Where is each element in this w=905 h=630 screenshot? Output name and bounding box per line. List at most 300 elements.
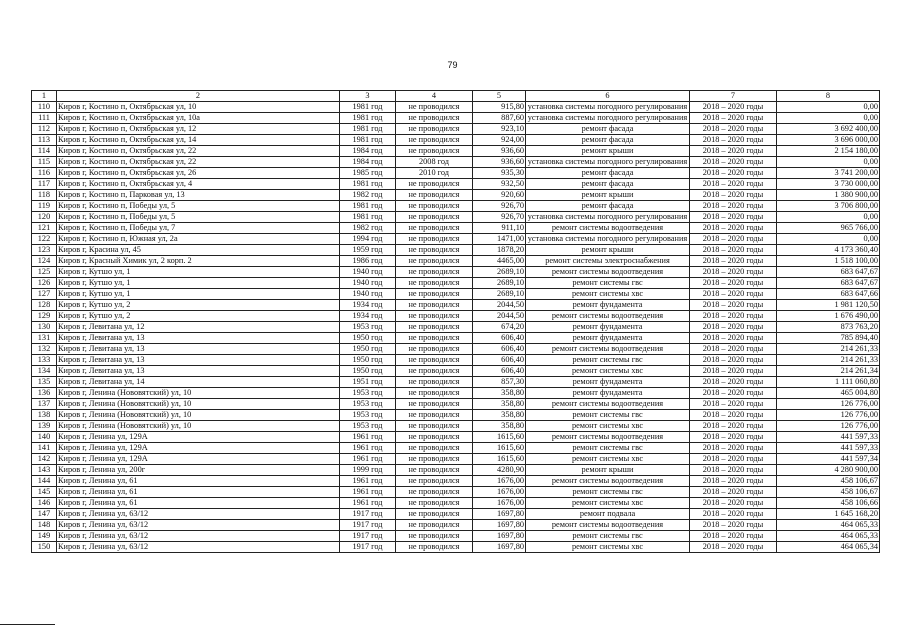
work-type-cell: установка системы погодного регулирования: [526, 234, 690, 245]
table-row: [32, 212, 880, 223]
row-number: 111: [32, 113, 57, 124]
area-cell: 924,00: [473, 135, 526, 146]
row-number: 124: [32, 256, 57, 267]
last-repair-cell: не проводился: [396, 223, 473, 234]
area-cell: 1697,80: [473, 509, 526, 520]
area-cell: 1615,60: [473, 454, 526, 465]
last-repair-cell: не проводился: [396, 135, 473, 146]
row-number: 119: [32, 201, 57, 212]
work-type-cell: установка системы погодного регулирования: [526, 212, 690, 223]
cost-cell: 4 280 900,00: [777, 465, 880, 476]
address-cell: Киров г, Ленина (Нововятский) ул, 10: [57, 388, 340, 399]
build-year-cell: 1950 год: [340, 355, 396, 366]
area-cell: 935,30: [473, 168, 526, 179]
work-type-cell: установка системы погодного регулирования: [526, 102, 690, 113]
address-cell: Киров г, Ленина ул, 129А: [57, 432, 340, 443]
period-cell: 2018 – 2020 годы: [690, 102, 777, 113]
table-row: [32, 454, 880, 465]
build-year-cell: 1953 год: [340, 399, 396, 410]
work-type-cell: ремонт системы гвс: [526, 531, 690, 542]
address-cell: Киров г, Левитана ул, 13: [57, 344, 340, 355]
column-header: 8: [777, 91, 880, 102]
address-cell: Киров г, Кутшо ул, 2: [57, 300, 340, 311]
cost-cell: 1 676 490,00: [777, 311, 880, 322]
cost-cell: 785 894,40: [777, 333, 880, 344]
last-repair-cell: не проводился: [396, 212, 473, 223]
address-cell: Киров г, Ленина ул, 61: [57, 476, 340, 487]
table-row: [32, 267, 880, 278]
work-type-cell: ремонт системы водоотведения: [526, 399, 690, 410]
row-number: 143: [32, 465, 57, 476]
cost-cell: 458 106,67: [777, 476, 880, 487]
last-repair-cell: не проводился: [396, 146, 473, 157]
cost-cell: 1 981 120,50: [777, 300, 880, 311]
table-row: [32, 542, 880, 553]
last-repair-cell: не проводился: [396, 102, 473, 113]
work-type-cell: ремонт системы гвс: [526, 355, 690, 366]
cost-cell: 214 261,33: [777, 355, 880, 366]
work-type-cell: ремонт фундамента: [526, 322, 690, 333]
work-type-cell: ремонт крыши: [526, 190, 690, 201]
table-row: [32, 476, 880, 487]
cost-cell: 4 173 360,40: [777, 245, 880, 256]
cost-cell: 464 065,34: [777, 542, 880, 553]
page-number: 79: [447, 60, 458, 70]
last-repair-cell: не проводился: [396, 443, 473, 454]
period-cell: 2018 – 2020 годы: [690, 223, 777, 234]
row-number: 147: [32, 509, 57, 520]
column-header: 7: [690, 91, 777, 102]
work-type-cell: ремонт системы хвс: [526, 498, 690, 509]
cost-cell: 873 763,20: [777, 322, 880, 333]
work-type-cell: установка системы погодного регулирования: [526, 113, 690, 124]
work-type-cell: ремонт системы хвс: [526, 421, 690, 432]
cost-cell: 0,00: [777, 212, 880, 223]
address-cell: Киров г, Красный Химик ул, 2 корп. 2: [57, 256, 340, 267]
work-type-cell: ремонт фасада: [526, 201, 690, 212]
area-cell: 4465,00: [473, 256, 526, 267]
last-repair-cell: 2008 год: [396, 157, 473, 168]
row-number: 113: [32, 135, 57, 146]
build-year-cell: 1934 год: [340, 311, 396, 322]
last-repair-cell: не проводился: [396, 520, 473, 531]
last-repair-cell: не проводился: [396, 300, 473, 311]
row-number: 144: [32, 476, 57, 487]
address-cell: Киров г, Костино п, Победы ул, 5: [57, 212, 340, 223]
cost-cell: 126 776,00: [777, 410, 880, 421]
area-cell: 1697,80: [473, 542, 526, 553]
build-year-cell: 1959 год: [340, 245, 396, 256]
cost-cell: 0,00: [777, 157, 880, 168]
last-repair-cell: 2010 год: [396, 168, 473, 179]
cost-cell: 1 380 900,00: [777, 190, 880, 201]
work-type-cell: ремонт системы хвс: [526, 454, 690, 465]
row-number: 117: [32, 179, 57, 190]
cost-cell: 0,00: [777, 234, 880, 245]
work-type-cell: ремонт системы водоотведения: [526, 520, 690, 531]
table-row: [32, 322, 880, 333]
last-repair-cell: не проводился: [396, 476, 473, 487]
row-number: 114: [32, 146, 57, 157]
cost-cell: 464 065,33: [777, 531, 880, 542]
address-cell: Киров г, Кутшо ул, 1: [57, 267, 340, 278]
last-repair-cell: не проводился: [396, 410, 473, 421]
period-cell: 2018 – 2020 годы: [690, 311, 777, 322]
last-repair-cell: не проводился: [396, 542, 473, 553]
area-cell: 932,50: [473, 179, 526, 190]
cost-cell: 1 645 168,20: [777, 509, 880, 520]
area-cell: 2689,10: [473, 278, 526, 289]
period-cell: 2018 – 2020 годы: [690, 179, 777, 190]
build-year-cell: 1953 год: [340, 322, 396, 333]
table-row: [32, 344, 880, 355]
last-repair-cell: не проводился: [396, 124, 473, 135]
period-cell: 2018 – 2020 годы: [690, 509, 777, 520]
area-cell: 857,30: [473, 377, 526, 388]
column-header: 2: [57, 91, 340, 102]
table-row: [32, 245, 880, 256]
cost-cell: 1 111 060,80: [777, 377, 880, 388]
last-repair-cell: не проводился: [396, 399, 473, 410]
column-header: 3: [340, 91, 396, 102]
table-row: [32, 179, 880, 190]
address-cell: Киров г, Ленина ул, 63/12: [57, 531, 340, 542]
address-cell: Киров г, Левитана ул, 14: [57, 377, 340, 388]
last-repair-cell: не проводился: [396, 311, 473, 322]
area-cell: 1697,80: [473, 531, 526, 542]
build-year-cell: 1986 год: [340, 256, 396, 267]
table-row: [32, 443, 880, 454]
row-number: 122: [32, 234, 57, 245]
row-number: 139: [32, 421, 57, 432]
work-type-cell: ремонт крыши: [526, 245, 690, 256]
cost-cell: 3 730 000,00: [777, 179, 880, 190]
last-repair-cell: не проводился: [396, 388, 473, 399]
table-row: [32, 201, 880, 212]
address-cell: Киров г, Костино п, Октябрьская ул, 12: [57, 124, 340, 135]
table-row: [32, 388, 880, 399]
table-row: [32, 333, 880, 344]
row-number: 138: [32, 410, 57, 421]
row-number: 148: [32, 520, 57, 531]
work-type-cell: ремонт фундамента: [526, 377, 690, 388]
area-cell: 358,80: [473, 399, 526, 410]
address-cell: Киров г, Костино п, Октябрьская ул, 14: [57, 135, 340, 146]
last-repair-cell: не проводился: [396, 498, 473, 509]
address-cell: Киров г, Ленина ул, 200г: [57, 465, 340, 476]
address-cell: Киров г, Кутшо ул, 1: [57, 289, 340, 300]
table-row: [32, 135, 880, 146]
row-number: 110: [32, 102, 57, 113]
work-type-cell: ремонт подвала: [526, 509, 690, 520]
row-number: 121: [32, 223, 57, 234]
work-type-cell: ремонт системы гвс: [526, 278, 690, 289]
period-cell: 2018 – 2020 годы: [690, 278, 777, 289]
cost-cell: 1 518 100,00: [777, 256, 880, 267]
build-year-cell: 1940 год: [340, 278, 396, 289]
build-year-cell: 1994 год: [340, 234, 396, 245]
table-row: [32, 102, 880, 113]
address-cell: Киров г, Ленина ул, 63/12: [57, 520, 340, 531]
build-year-cell: 1917 год: [340, 531, 396, 542]
row-number: 118: [32, 190, 57, 201]
area-cell: 936,60: [473, 157, 526, 168]
cost-cell: 214 261,33: [777, 344, 880, 355]
address-cell: Киров г, Костино п, Победы ул, 7: [57, 223, 340, 234]
address-cell: Киров г, Кутшо ул, 1: [57, 278, 340, 289]
address-cell: Киров г, Костино п, Октябрьская ул, 10а: [57, 113, 340, 124]
last-repair-cell: не проводился: [396, 377, 473, 388]
period-cell: 2018 – 2020 годы: [690, 399, 777, 410]
table-row: [32, 223, 880, 234]
table-row: [32, 300, 880, 311]
build-year-cell: 1934 год: [340, 300, 396, 311]
table-row: [32, 432, 880, 443]
area-cell: 606,40: [473, 333, 526, 344]
work-type-cell: ремонт системы хвс: [526, 366, 690, 377]
area-cell: 2044,50: [473, 311, 526, 322]
work-type-cell: ремонт системы электроснабжения: [526, 256, 690, 267]
build-year-cell: 1961 год: [340, 498, 396, 509]
row-number: 115: [32, 157, 57, 168]
work-type-cell: ремонт системы гвс: [526, 410, 690, 421]
cost-cell: 126 776,00: [777, 421, 880, 432]
area-cell: 1676,00: [473, 476, 526, 487]
build-year-cell: 1984 год: [340, 146, 396, 157]
row-number: 123: [32, 245, 57, 256]
period-cell: 2018 – 2020 годы: [690, 289, 777, 300]
table-row: [32, 190, 880, 201]
period-cell: 2018 – 2020 годы: [690, 267, 777, 278]
build-year-cell: 1917 год: [340, 520, 396, 531]
period-cell: 2018 – 2020 годы: [690, 322, 777, 333]
cost-cell: 965 766,00: [777, 223, 880, 234]
table-row: [32, 124, 880, 135]
build-year-cell: 1950 год: [340, 366, 396, 377]
address-cell: Киров г, Костино п, Октябрьская ул, 10: [57, 102, 340, 113]
cost-cell: 0,00: [777, 102, 880, 113]
build-year-cell: 1953 год: [340, 410, 396, 421]
period-cell: 2018 – 2020 годы: [690, 476, 777, 487]
area-cell: 1615,60: [473, 443, 526, 454]
build-year-cell: 1981 год: [340, 179, 396, 190]
period-cell: 2018 – 2020 годы: [690, 201, 777, 212]
column-header: 6: [526, 91, 690, 102]
cost-cell: 214 261,34: [777, 366, 880, 377]
cost-cell: 683 647,67: [777, 267, 880, 278]
build-year-cell: 1917 год: [340, 509, 396, 520]
last-repair-cell: не проводился: [396, 278, 473, 289]
address-cell: Киров г, Ленина (Нововятский) ул, 10: [57, 421, 340, 432]
work-type-cell: ремонт фасада: [526, 168, 690, 179]
cost-cell: 441 597,33: [777, 443, 880, 454]
period-cell: 2018 – 2020 годы: [690, 113, 777, 124]
address-cell: Киров г, Ленина ул, 129А: [57, 454, 340, 465]
work-type-cell: ремонт системы водоотведения: [526, 311, 690, 322]
table-row: [32, 520, 880, 531]
table-row: [32, 311, 880, 322]
last-repair-cell: не проводился: [396, 245, 473, 256]
period-cell: 2018 – 2020 годы: [690, 355, 777, 366]
row-number: 133: [32, 355, 57, 366]
cost-cell: 2 154 180,00: [777, 146, 880, 157]
build-year-cell: 1951 год: [340, 377, 396, 388]
period-cell: 2018 – 2020 годы: [690, 377, 777, 388]
address-cell: Киров г, Костино п, Октябрьская ул, 26: [57, 168, 340, 179]
last-repair-cell: не проводился: [396, 355, 473, 366]
table-row: [32, 113, 880, 124]
last-repair-cell: не проводился: [396, 432, 473, 443]
work-type-cell: ремонт системы водоотведения: [526, 344, 690, 355]
row-number: 127: [32, 289, 57, 300]
address-cell: Киров г, Ленина ул, 61: [57, 487, 340, 498]
area-cell: 1676,00: [473, 498, 526, 509]
table-row: [32, 355, 880, 366]
last-repair-cell: не проводился: [396, 322, 473, 333]
area-cell: 915,80: [473, 102, 526, 113]
address-cell: Киров г, Ленина (Нововятский) ул, 10: [57, 410, 340, 421]
period-cell: 2018 – 2020 годы: [690, 234, 777, 245]
address-cell: Киров г, Костино п, Октябрьская ул, 4: [57, 179, 340, 190]
cost-cell: 0,00: [777, 113, 880, 124]
period-cell: 2018 – 2020 годы: [690, 124, 777, 135]
period-cell: 2018 – 2020 годы: [690, 344, 777, 355]
table-row: [32, 377, 880, 388]
row-number: 135: [32, 377, 57, 388]
build-year-cell: 1981 год: [340, 113, 396, 124]
area-cell: 920,60: [473, 190, 526, 201]
last-repair-cell: не проводился: [396, 113, 473, 124]
area-cell: 926,70: [473, 212, 526, 223]
last-repair-cell: не проводился: [396, 531, 473, 542]
last-repair-cell: не проводился: [396, 234, 473, 245]
area-cell: 911,10: [473, 223, 526, 234]
period-cell: 2018 – 2020 годы: [690, 465, 777, 476]
area-cell: 358,80: [473, 410, 526, 421]
row-number: 136: [32, 388, 57, 399]
cost-cell: 3 696 000,00: [777, 135, 880, 146]
table-row: [32, 487, 880, 498]
area-cell: 606,40: [473, 355, 526, 366]
area-cell: 358,80: [473, 388, 526, 399]
row-number: 137: [32, 399, 57, 410]
address-cell: Киров г, Ленина ул, 63/12: [57, 509, 340, 520]
last-repair-cell: не проводился: [396, 366, 473, 377]
cost-cell: 3 741 200,00: [777, 168, 880, 179]
period-cell: 2018 – 2020 годы: [690, 256, 777, 267]
area-cell: 887,60: [473, 113, 526, 124]
row-number: 145: [32, 487, 57, 498]
address-cell: Киров г, Костино п, Южная ул, 2а: [57, 234, 340, 245]
area-cell: 923,10: [473, 124, 526, 135]
repair-program-table: [31, 90, 880, 553]
row-number: 126: [32, 278, 57, 289]
period-cell: 2018 – 2020 годы: [690, 421, 777, 432]
address-cell: Киров г, Ленина (Нововятский) ул, 10: [57, 399, 340, 410]
work-type-cell: ремонт фундамента: [526, 333, 690, 344]
work-type-cell: ремонт фасада: [526, 124, 690, 135]
table-row: [32, 157, 880, 168]
build-year-cell: 1981 год: [340, 124, 396, 135]
period-cell: 2018 – 2020 годы: [690, 146, 777, 157]
address-cell: Киров г, Костино п, Победы ул, 5: [57, 201, 340, 212]
period-cell: 2018 – 2020 годы: [690, 498, 777, 509]
work-type-cell: ремонт системы водоотведения: [526, 223, 690, 234]
last-repair-cell: не проводился: [396, 421, 473, 432]
build-year-cell: 1981 год: [340, 102, 396, 113]
table-row: [32, 509, 880, 520]
column-header: 1: [32, 91, 57, 102]
row-number: 125: [32, 267, 57, 278]
table-row: [32, 531, 880, 542]
last-repair-cell: не проводился: [396, 454, 473, 465]
work-type-cell: ремонт крыши: [526, 146, 690, 157]
row-number: 140: [32, 432, 57, 443]
build-year-cell: 1950 год: [340, 333, 396, 344]
table-row: [32, 234, 880, 245]
cost-cell: 441 597,34: [777, 454, 880, 465]
last-repair-cell: не проводился: [396, 487, 473, 498]
work-type-cell: ремонт крыши: [526, 465, 690, 476]
row-number: 132: [32, 344, 57, 355]
period-cell: 2018 – 2020 годы: [690, 487, 777, 498]
period-cell: 2018 – 2020 годы: [690, 212, 777, 223]
last-repair-cell: не проводился: [396, 201, 473, 212]
build-year-cell: 1961 год: [340, 476, 396, 487]
row-number: 120: [32, 212, 57, 223]
last-repair-cell: не проводился: [396, 333, 473, 344]
build-year-cell: 1961 год: [340, 443, 396, 454]
build-year-cell: 1985 год: [340, 168, 396, 179]
row-number: 142: [32, 454, 57, 465]
table-row: [32, 289, 880, 300]
footnote-rule: [0, 624, 55, 625]
address-cell: Киров г, Кутшо ул, 2: [57, 311, 340, 322]
cost-cell: 441 597,33: [777, 432, 880, 443]
cost-cell: 126 776,00: [777, 399, 880, 410]
cost-cell: 465 004,80: [777, 388, 880, 399]
period-cell: 2018 – 2020 годы: [690, 168, 777, 179]
area-cell: 2689,10: [473, 267, 526, 278]
address-cell: Киров г, Костино п, Парковая ул, 13: [57, 190, 340, 201]
address-cell: Киров г, Левитана ул, 12: [57, 322, 340, 333]
build-year-cell: 1999 год: [340, 465, 396, 476]
cost-cell: 3 692 400,00: [777, 124, 880, 135]
address-cell: Киров г, Левитана ул, 13: [57, 333, 340, 344]
period-cell: 2018 – 2020 годы: [690, 366, 777, 377]
period-cell: 2018 – 2020 годы: [690, 190, 777, 201]
work-type-cell: ремонт системы хвс: [526, 289, 690, 300]
cost-cell: 683 647,66: [777, 289, 880, 300]
last-repair-cell: не проводился: [396, 256, 473, 267]
build-year-cell: 1940 год: [340, 289, 396, 300]
last-repair-cell: не проводился: [396, 289, 473, 300]
period-cell: 2018 – 2020 годы: [690, 531, 777, 542]
area-cell: 674,20: [473, 322, 526, 333]
column-header: 5: [473, 91, 526, 102]
last-repair-cell: не проводился: [396, 344, 473, 355]
work-type-cell: ремонт фасада: [526, 135, 690, 146]
last-repair-cell: не проводился: [396, 509, 473, 520]
work-type-cell: установка системы погодного регулирования: [526, 157, 690, 168]
area-cell: 2044,50: [473, 300, 526, 311]
build-year-cell: 1982 год: [340, 223, 396, 234]
period-cell: 2018 – 2020 годы: [690, 245, 777, 256]
row-number: 116: [32, 168, 57, 179]
build-year-cell: 1981 год: [340, 212, 396, 223]
table-row: [32, 421, 880, 432]
area-cell: 1471,00: [473, 234, 526, 245]
